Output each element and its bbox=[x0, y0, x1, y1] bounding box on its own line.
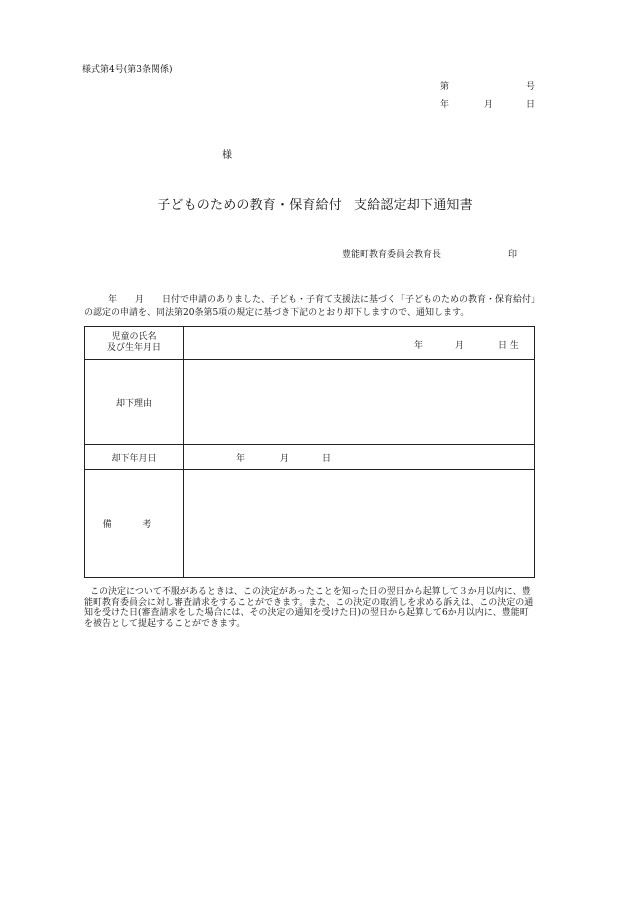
remarks-label: 備 考 bbox=[85, 470, 184, 578]
issue-date-year: 年 bbox=[440, 100, 450, 110]
issue-date-day: 日 bbox=[526, 100, 536, 110]
reason-label: 却下理由 bbox=[85, 360, 184, 445]
rejection-date-label: 却下年月日 bbox=[85, 445, 184, 470]
document-number-label: 第 bbox=[440, 82, 450, 92]
child-name-label-line1: 児童の氏名 bbox=[111, 332, 157, 342]
reason-value bbox=[184, 360, 535, 445]
table-row-rejection-date bbox=[85, 445, 535, 470]
body-text: 日付で申請のありました、子ども・子育て支援法に基づく「子どものための教育・保育給付」の認定の申請を、同法第20条第5項の規定に基づき下記のとおり却下しますので、通知します。 bbox=[84, 295, 536, 318]
body-month: 月 bbox=[135, 295, 145, 305]
child-name-value bbox=[184, 327, 535, 360]
recipient-honorific: 様 bbox=[222, 150, 232, 161]
rejection-month: 月 bbox=[280, 454, 290, 464]
birth-year: 年 bbox=[414, 341, 424, 351]
appeal-note: この決定について不服があるときは、この決定があったことを知った日の翌日から起算して３か月以内に、豊能町教育委員会に対し審査請求をすることができます。また、この決定の取消しを求める訴えは、この決定の通知を受けた日(審査請求をした場合には、その決定の通知を受けた日)の翌日から起算して6か月以内に、豊能町を被告として提起することができます。 bbox=[84, 587, 534, 629]
form-number: 様式第4号(第3条関係) bbox=[82, 65, 173, 75]
birth-month: 月 bbox=[455, 341, 465, 351]
document-number-suffix: 号 bbox=[526, 82, 536, 92]
rejection-day: 日 bbox=[322, 454, 332, 464]
notice-table bbox=[84, 326, 535, 578]
remarks-value bbox=[184, 470, 535, 578]
child-name-label bbox=[85, 327, 184, 360]
birth-day: 日 生 bbox=[498, 341, 519, 351]
rejection-date-value bbox=[184, 445, 535, 470]
rejection-year: 年 bbox=[236, 454, 246, 464]
notice-body bbox=[84, 294, 536, 320]
title-main: 子どものための教育・保育給付 bbox=[157, 198, 342, 213]
issuer-name: 豊能町教育委員会教育長 bbox=[342, 250, 442, 260]
table-row-child bbox=[85, 327, 535, 360]
document-title bbox=[0, 194, 630, 213]
body-year: 年 bbox=[108, 295, 118, 305]
issue-date-month: 月 bbox=[484, 100, 494, 110]
table-row-remarks bbox=[85, 470, 535, 578]
seal-mark: 印 bbox=[508, 250, 518, 260]
child-name-label-line2: 及び生年月日 bbox=[106, 343, 161, 353]
table-row-reason bbox=[85, 360, 535, 445]
title-sub: 支給認定却下通知書 bbox=[354, 198, 473, 213]
